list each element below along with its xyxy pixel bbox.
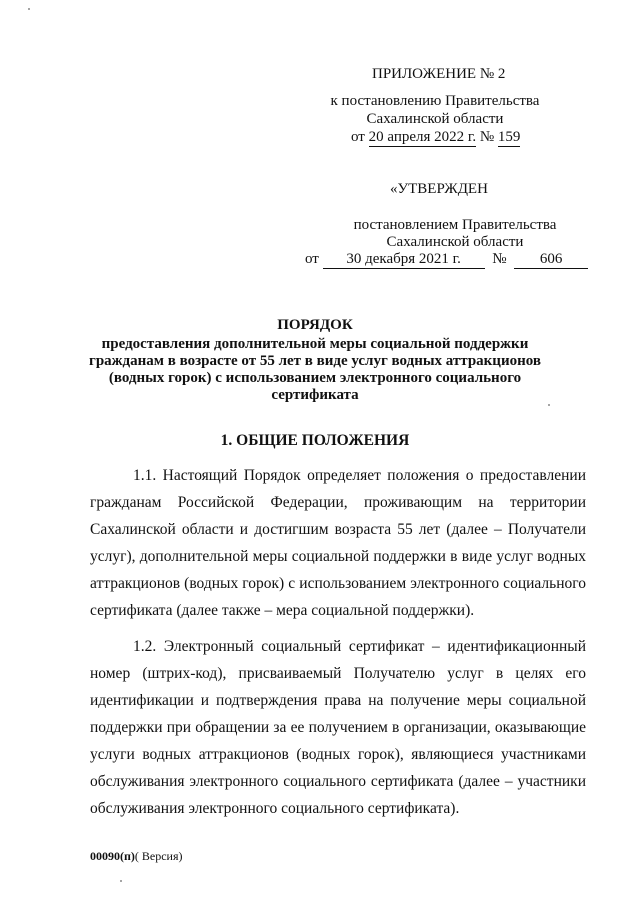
- appendix-line-1: к постановлению Правительства: [330, 93, 540, 109]
- doc-title-line-2: гражданам в возрасте от 55 лет в виде услуг водных аттракционов: [89, 353, 541, 369]
- doc-title-line-3: (водных горок) с использованием электронного социального: [108, 370, 522, 386]
- approved-number: 606: [514, 250, 588, 269]
- doc-title-main: ПОРЯДОК: [277, 317, 353, 333]
- approved-line-1: постановлением Правительства: [353, 217, 557, 233]
- section-heading: 1. ОБЩИЕ ПОЛОЖЕНИЯ: [220, 432, 410, 449]
- scan-speck: [120, 880, 122, 882]
- appendix-title: ПРИЛОЖЕНИЕ № 2: [372, 66, 506, 82]
- approved-number-prefix: №: [492, 251, 507, 267]
- appendix-line-2: Сахалинской области: [366, 111, 504, 127]
- section-body: [90, 462, 586, 822]
- approved-date-prefix: от: [305, 251, 319, 267]
- appendix-date-prefix: от: [351, 129, 365, 145]
- scan-speck: [28, 8, 30, 10]
- footer-code: 00090(п): [90, 849, 135, 863]
- approved-date: 30 декабря 2021 г.: [323, 250, 485, 269]
- footer-version: ( Версия): [134, 849, 183, 863]
- paragraph-1-2: 1.2. Электронный социальный сертификат – идентификационный номер (штрих-код), присваиваемый Получателю услуг в целях его идентификации и подтверждения права на получение меры социальной поддержки при обращении за ее получением в организации, оказывающие услуги водных аттракционов (водных горок), являющиеся участниками обслуживания электронного социального сертификата (далее – участники обслуживания электронного социального сертификата).: [90, 638, 586, 817]
- footer: [90, 849, 183, 864]
- appendix-date: 20 апреля 2022 г.: [368, 129, 477, 145]
- approved-line-2: Сахалинской области: [386, 234, 524, 250]
- approved-title: «УТВЕРЖДЕН: [390, 181, 488, 197]
- appendix-date-line: [351, 128, 520, 147]
- doc-title-line-1: предоставления дополнительной меры социальной поддержки: [101, 336, 529, 352]
- appendix-number-prefix: №: [479, 129, 495, 145]
- scan-speck: [548, 404, 550, 406]
- appendix-number: 159: [497, 129, 521, 145]
- approved-date-line: [305, 250, 588, 269]
- paragraph-1-1: 1.1. Настоящий Порядок определяет положения о предоставлении гражданам Российской Федерации, проживающим на территории Сахалинской области и достигшим возраста 55 лет (далее – Получатели услуг), дополнительной меры социальной поддержки в виде услуг водных аттракционов (водных горок) с использованием электронного социального сертификата (далее также – мера социальной поддержки).: [90, 467, 586, 619]
- doc-title-line-4: сертификата: [271, 387, 359, 403]
